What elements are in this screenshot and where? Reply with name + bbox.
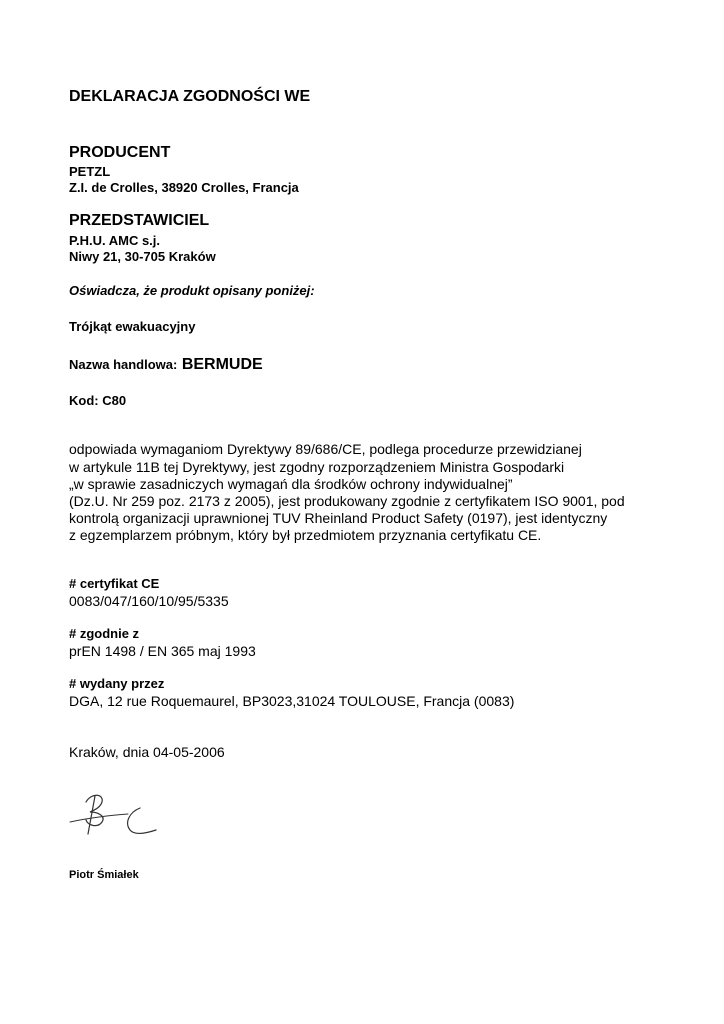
trade-name-value: BERMUDE xyxy=(181,356,263,373)
paragraph-line: odpowiada wymaganiom Dyrektywy 89/686/CE, podlega procedurze przewidzianej xyxy=(69,441,582,457)
representative-heading: PRZEDSTAWICIEL xyxy=(69,212,210,229)
issued-label: # wydany przez xyxy=(69,676,165,691)
product-type: Trójkąt ewakuacyjny xyxy=(69,319,196,334)
certificate-value: 0083/047/160/10/95/5335 xyxy=(69,593,229,609)
trade-name-label: Nazwa handlowa: xyxy=(69,357,178,372)
paragraph-line: (Dz.U. Nr 259 poz. 2173 z 2005), jest produkowany zgodnie z certyfikatem ISO 9001, pod xyxy=(69,493,625,509)
issued-value: DGA, 12 rue Roquemaurel, BP3023,31024 TOULOUSE, Francja (0083) xyxy=(69,693,515,709)
document-title: DEKLARACJA ZGODNOŚCI WE xyxy=(69,88,311,105)
representative-name: P.H.U. AMC s.j. xyxy=(69,233,161,248)
paragraph-line: „w sprawie zasadniczych wymagań dla środków ochrony indywidualnej” xyxy=(69,476,513,492)
paragraph-line: z egzemplarzem próbnym, który był przedmiotem przyznania certyfikatu CE. xyxy=(69,527,542,543)
paragraph-line: kontrolą organizacji uprawnionej TUV Rheinland Product Safety (0197), jest identyczny xyxy=(69,510,608,526)
signer-name: Piotr Śmiałek xyxy=(69,869,139,881)
declaration-intro: Oświadcza, że produkt opisany poniżej: xyxy=(69,283,315,298)
trade-name-line xyxy=(69,357,263,373)
certificate-label: # certyfikat CE xyxy=(69,576,160,591)
product-code: Kod: C80 xyxy=(69,393,127,408)
compliant-label: # zgodnie z xyxy=(69,626,140,641)
place-date: Kraków, dnia 04-05-2006 xyxy=(69,744,225,760)
producer-address: Z.I. de Crolles, 38920 Crolles, Francja xyxy=(69,180,299,195)
compliant-value: prEN 1498 / EN 365 maj 1993 xyxy=(69,643,256,659)
signature-image xyxy=(68,790,163,840)
representative-address: Niwy 21, 30-705 Kraków xyxy=(69,249,216,264)
producer-heading: PRODUCENT xyxy=(69,144,171,161)
paragraph-line: w artykule 11B tej Dyrektywy, jest zgodny rozporządzeniem Ministra Gospodarki xyxy=(69,459,565,475)
producer-name: PETZL xyxy=(69,164,111,179)
